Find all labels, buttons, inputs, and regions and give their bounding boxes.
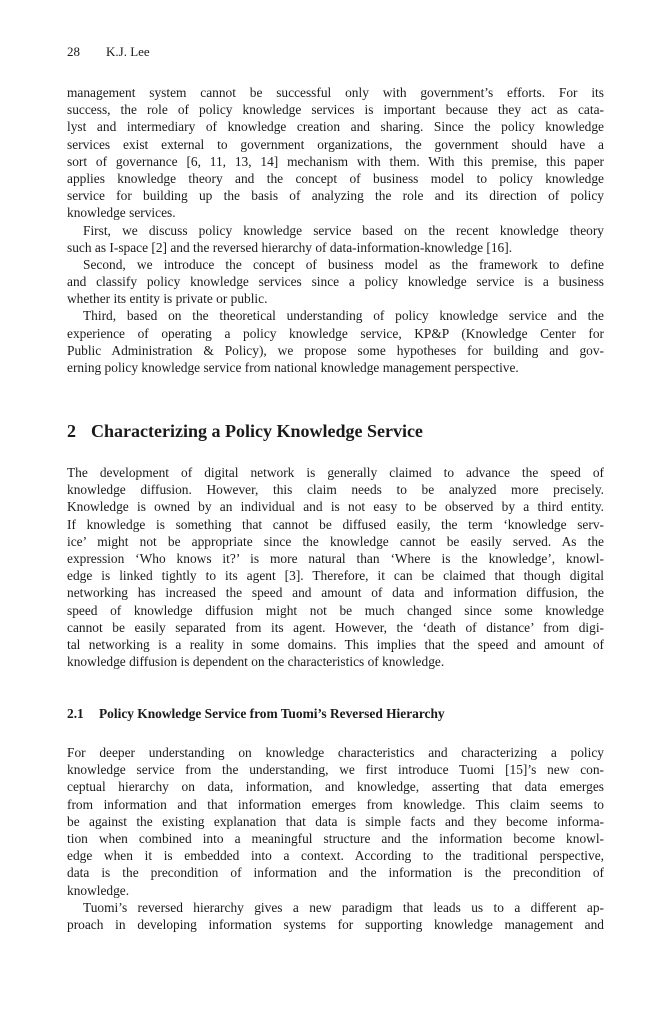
text-line: from information and that information emerges from knowledge. This claim seems to xyxy=(67,796,604,812)
text-line: edge is linked tightly to its agent [3]. Therefore, it can be claimed that though digital xyxy=(67,568,604,584)
text-line: knowledge diffusion is dependent on the characteristics of knowledge. xyxy=(67,654,445,670)
text-line: proach in developing information systems for supporting knowledge management and xyxy=(67,916,604,932)
text-line: and classify policy knowledge services since a policy knowledge service is a business xyxy=(67,274,604,290)
text-line: service for building up the basis of analyzing the role and its direction of policy xyxy=(67,188,604,204)
text-line: edge when it is embedded into a context. According to the traditional perspective, xyxy=(67,848,604,864)
subsection-title: Policy Knowledge Service from Tuomi’s Reversed Hierarchy xyxy=(99,706,445,721)
text-line: data is the precondition of information and the information is the precondition of xyxy=(67,865,604,881)
text-line: lyst and intermediary of knowledge creation and sharing. Since the policy knowledge xyxy=(67,119,604,135)
text-line: speed of knowledge diffusion might not be much changed since some knowledge xyxy=(67,602,604,618)
section-2-body xyxy=(67,464,604,670)
section-heading xyxy=(67,421,423,442)
section-2-1-body xyxy=(67,744,604,933)
text-line: services exist external to government organizations, the government should have a xyxy=(67,136,604,152)
text-line: sort of governance [6, 11, 13, 14] mechanism with them. With this premise, this paper xyxy=(67,153,604,169)
running-head-author: K.J. Lee xyxy=(106,44,150,59)
text-line: experience of operating a policy knowledge service, KP&P (Knowledge Center for xyxy=(67,325,604,341)
text-line: knowledge. xyxy=(67,882,130,898)
running-head xyxy=(67,44,150,60)
text-line: be against the existing explanation that data is simple facts and they become informa- xyxy=(67,813,604,829)
subsection-heading xyxy=(67,706,445,722)
text-line: knowledge services. xyxy=(67,205,176,221)
page-number: 28 xyxy=(67,44,80,59)
text-line: Tuomi’s reversed hierarchy gives a new paradigm that leads us to a different ap- xyxy=(83,899,604,915)
text-line: ice’ might not be appropriate since the knowledge cannot be easily served. As the xyxy=(67,533,604,549)
text-line: Public Administration & Policy), we propose some hypotheses for building and gov- xyxy=(67,342,604,358)
text-line: Second, we introduce the concept of business model as the framework to define xyxy=(83,256,604,272)
text-line: tion when combined into a meaningful structure and the information become knowl- xyxy=(67,830,604,846)
text-line: expression ‘Who knows it?’ is more natural than ‘Where is the knowledge’, knowl- xyxy=(67,550,604,566)
text-line: management system cannot be successful only with government’s efforts. For its xyxy=(67,85,604,100)
section-number: 2 xyxy=(67,421,76,441)
text-line: If knowledge is something that cannot be diffused easily, the term ‘knowledge serv- xyxy=(67,516,604,532)
text-line: tal networking is a reality in some domains. This implies that the speed and amount of xyxy=(67,636,604,652)
text-line: Third, based on the theoretical understanding of policy knowledge service and the xyxy=(83,308,604,324)
text-line: success, the role of policy knowledge services is important because they act as cata- xyxy=(67,102,604,118)
text-line: erning policy knowledge service from national knowledge management perspective. xyxy=(67,360,519,375)
text-line: knowledge service from the understanding, we first introduce Tuomi [15]’s new con- xyxy=(67,762,604,778)
text-line: First, we discuss policy knowledge service based on the recent knowledge theory xyxy=(83,222,604,238)
text-line: whether its entity is private or public. xyxy=(67,291,268,307)
text-line: applies knowledge theory and the concept of business model to policy knowledge xyxy=(67,170,604,186)
text-line: such as I-space [2] and the reversed hierarchy of data-information-knowledge [16]. xyxy=(67,239,513,255)
intro-paragraphs xyxy=(67,84,604,376)
text-line: knowledge diffusion. However, this claim needs to be analyzed more precisely. xyxy=(67,482,604,498)
subsection-number: 2.1 xyxy=(67,706,84,721)
text-line: cannot be easily separated from its agent. However, the ‘death of distance’ from digi- xyxy=(67,619,604,635)
text-line: Knowledge is owned by an individual and is not easy to be observed by a third entity. xyxy=(67,499,604,515)
text-line: For deeper understanding on knowledge characteristics and characterizing a policy xyxy=(67,745,604,760)
section-title: Characterizing a Policy Knowledge Service xyxy=(91,421,423,441)
text-line: networking has increased the speed and amount of data and information diffusion, the xyxy=(67,585,604,601)
text-line: The development of digital network is generally claimed to advance the speed of xyxy=(67,465,604,480)
text-line: ceptual hierarchy on data, information, and knowledge, asserting that data emerges xyxy=(67,779,604,795)
